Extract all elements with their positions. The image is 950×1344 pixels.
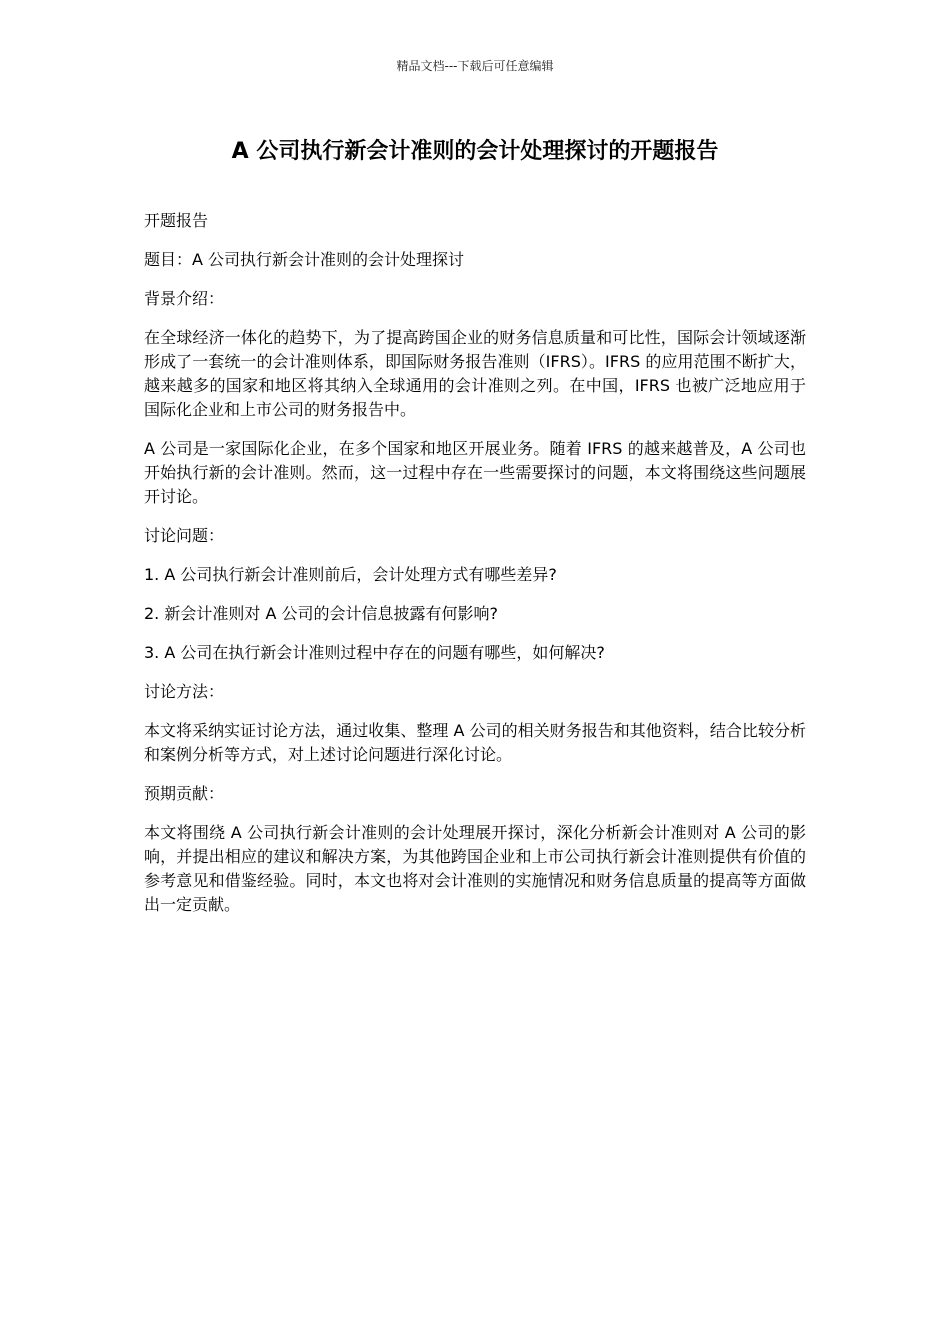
report-heading: 开题报告 <box>144 211 209 230</box>
question-item: 3. A 公司在执行新会计准则过程中存在的问题有哪些，如何解决? <box>144 643 605 662</box>
method-paragraph: 本文将采纳实证讨论方法，通过收集、整理 A 公司的相关财务报告和其他资料，结合比较分析和案例分析等方式，对上述讨论问题进行深化讨论。 <box>144 721 806 764</box>
question-item: 1. A 公司执行新会计准则前后，会计处理方式有哪些差异? <box>144 565 557 584</box>
background-label: 背景介绍： <box>144 289 225 308</box>
contribution-label: 预期贡献： <box>144 784 225 803</box>
contribution-paragraph: 本文将围绕 A 公司执行新会计准则的会计处理展开探讨，深化分析新会计准则对 A 公司的影响，并提出相应的建议和解决方案，为其他跨国企业和上市公司执行新会计准则提供有价值的参考意见和借鉴经验。同时，本文也将对会计准则的实施情况和财务信息质量的提高等方面做出一定贡献。 <box>144 823 806 914</box>
header-note: 精品文档---下载后可任意编辑 <box>396 59 554 73</box>
question-item: 2. 新会计准则对 A 公司的会计信息披露有何影响? <box>144 604 498 623</box>
document-title: A 公司执行新会计准则的会计处理探讨的开题报告 <box>231 139 719 164</box>
report-topic: 题目：A 公司执行新会计准则的会计处理探讨 <box>144 250 465 269</box>
method-label: 讨论方法： <box>144 682 225 701</box>
document-body <box>144 209 806 932</box>
questions-label: 讨论问题： <box>144 526 225 545</box>
background-paragraph-2: A 公司是一家国际化企业，在多个国家和地区开展业务。随着 IFRS 的越来越普及，A 公司也开始执行新的会计准则。然而，这一过程中存在一些需要探讨的问题，本文将围绕这些问题展开讨论。 <box>144 439 806 506</box>
background-paragraph-1: 在全球经济一体化的趋势下，为了提高跨国企业的财务信息质量和可比性，国际会计领域逐渐形成了一套统一的会计准则体系，即国际财务报告准则（IFRS）。IFRS 的应用范围不断扩大，越来越多的国家和地区将其纳入全球通用的会计准则之列。在中国，IFRS 也被广泛地应用于国际化企业和上市公司的财务报告中。 <box>144 328 806 419</box>
